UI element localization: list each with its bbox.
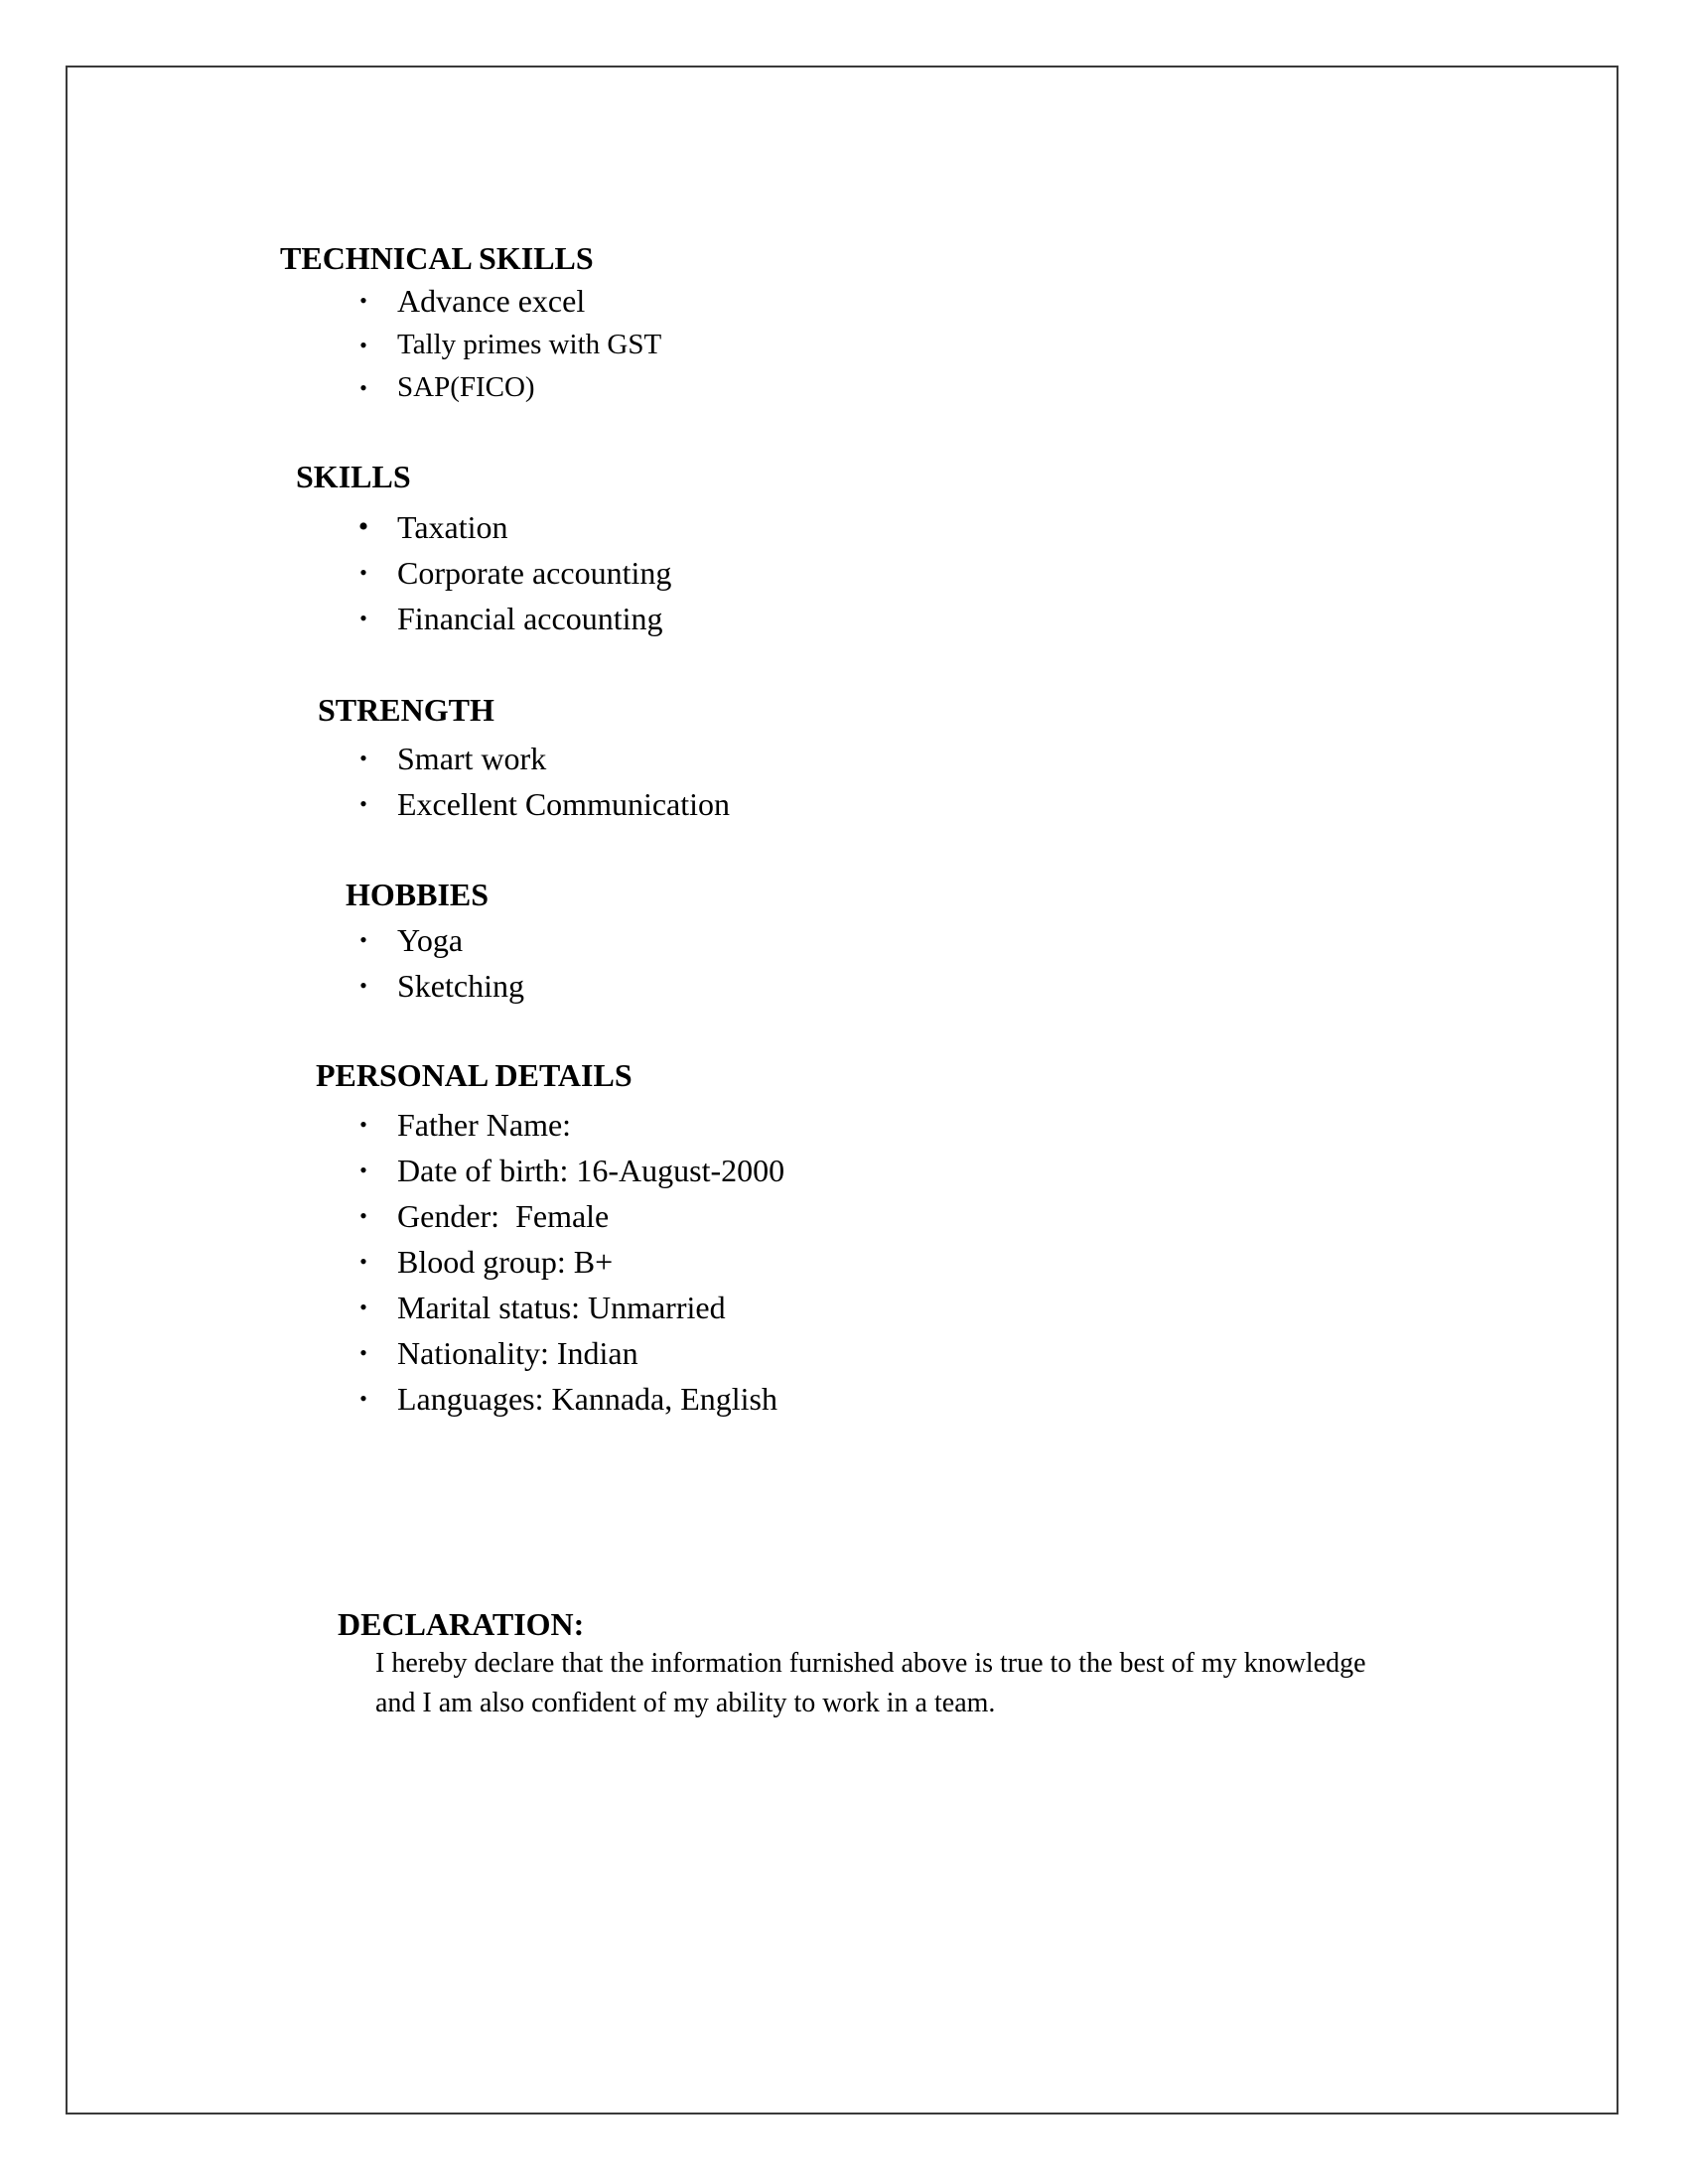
list-item xyxy=(353,1376,784,1422)
bullet-icon: • xyxy=(359,1203,367,1228)
list-item xyxy=(353,781,730,827)
declaration-line: I hereby declare that the information furnished above is true to the best of my knowledge xyxy=(375,1648,1366,1679)
bullet-icon: • xyxy=(359,288,367,313)
strength-list xyxy=(353,736,730,827)
bullet-icon: • xyxy=(359,1158,367,1182)
list-item xyxy=(353,1102,784,1148)
list-item-text: Yoga xyxy=(397,922,464,958)
bullet-icon: • xyxy=(359,791,367,816)
page-border xyxy=(66,66,1618,2115)
list-item-text: Blood group: B+ xyxy=(397,1244,614,1280)
list-item xyxy=(353,736,730,781)
list-item-text: Tally primes with GST xyxy=(397,329,662,360)
list-item-text: Languages: Kannada, English xyxy=(397,1381,777,1417)
list-item-text: Gender: Female xyxy=(397,1198,610,1234)
list-item xyxy=(353,1193,784,1239)
declaration-line: and I am also confident of my ability to work in a team. xyxy=(375,1688,996,1718)
list-item xyxy=(353,1330,784,1376)
bullet-icon: • xyxy=(359,1295,367,1319)
list-item-text: Father Name: xyxy=(397,1107,572,1143)
list-item xyxy=(353,1148,784,1193)
list-item-text: Marital status: Unmarried xyxy=(397,1290,726,1325)
hobbies-heading: HOBBIES xyxy=(346,877,490,912)
list-item xyxy=(353,917,524,963)
technical-skills-list xyxy=(353,278,661,409)
bullet-icon: • xyxy=(359,927,367,952)
list-item xyxy=(353,504,671,550)
list-item xyxy=(353,324,661,366)
list-item-text: Financial accounting xyxy=(397,601,663,636)
list-item-text: Date of birth: 16-August-2000 xyxy=(397,1153,785,1188)
declaration-heading: DECLARATION: xyxy=(338,1606,585,1642)
personal-details-list xyxy=(353,1102,784,1422)
list-item xyxy=(353,1239,784,1285)
bullet-icon: • xyxy=(359,375,367,400)
bullet-icon: • xyxy=(359,1112,367,1137)
bullet-icon: • xyxy=(359,746,367,770)
skills-list xyxy=(353,504,671,641)
list-item-text: Smart work xyxy=(397,741,547,776)
bullet-icon: • xyxy=(359,560,367,585)
list-item xyxy=(353,550,671,596)
list-item-text: SAP(FICO) xyxy=(397,371,535,403)
list-item xyxy=(353,963,524,1009)
list-item xyxy=(353,278,661,324)
list-item-text: Corporate accounting xyxy=(397,555,672,591)
list-item-text: Taxation xyxy=(397,509,508,545)
skills-heading: SKILLS xyxy=(296,459,411,494)
bullet-icon: • xyxy=(359,1386,367,1411)
bullet-icon: • xyxy=(359,606,367,630)
bullet-icon: • xyxy=(357,510,369,543)
list-item xyxy=(353,596,671,641)
bullet-icon: • xyxy=(359,973,367,998)
bullet-icon: • xyxy=(359,1340,367,1365)
bullet-icon: • xyxy=(359,333,367,357)
list-item xyxy=(353,366,661,409)
declaration-text xyxy=(375,1644,1507,1723)
strength-heading: STRENGTH xyxy=(318,692,494,728)
bullet-icon: • xyxy=(359,1249,367,1274)
list-item-text: Excellent Communication xyxy=(397,786,731,822)
list-item-text: Nationality: Indian xyxy=(397,1335,638,1371)
list-item xyxy=(353,1285,784,1330)
list-item-text: Advance excel xyxy=(397,283,586,319)
technical-skills-heading: TECHNICAL SKILLS xyxy=(280,240,594,276)
hobbies-list xyxy=(353,917,524,1009)
list-item-text: Sketching xyxy=(397,968,524,1004)
personal-details-heading: PERSONAL DETAILS xyxy=(316,1057,633,1093)
